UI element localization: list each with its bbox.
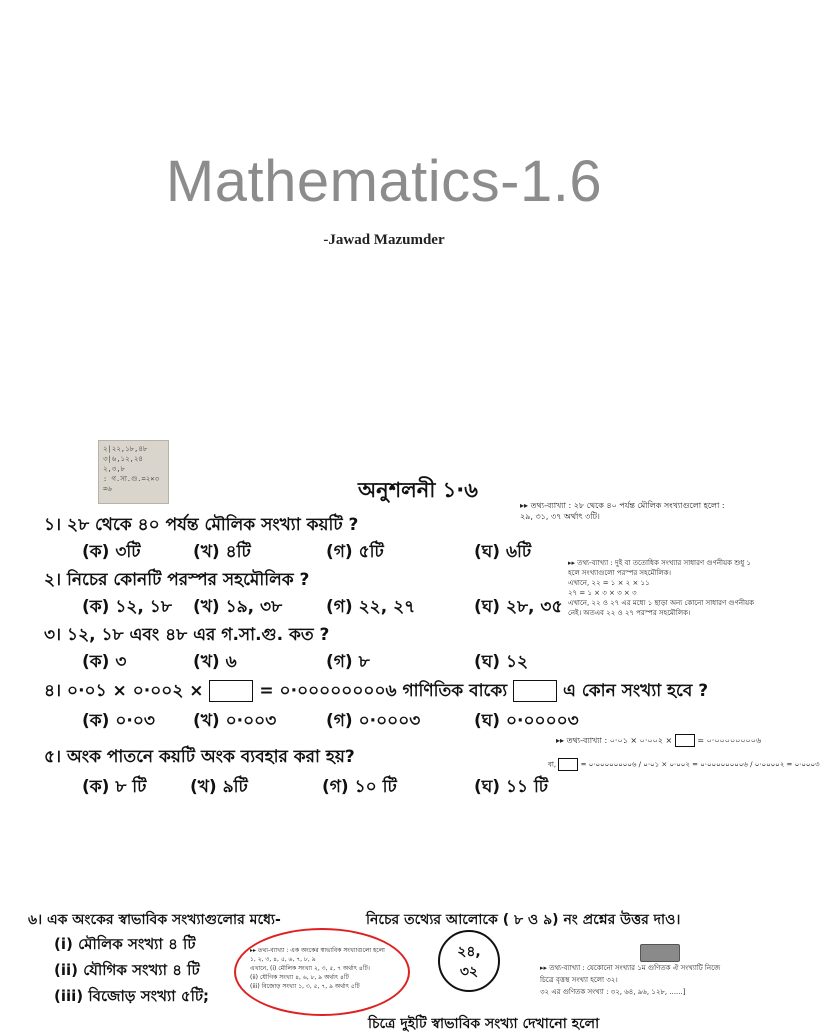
expl-line: (iii) বিজোড় সংখ্যা ১, ৩, ৫, ৭, ৯ অর্থাৎ ৫টি (250, 983, 360, 990)
expl-line: ▸▸ তথ্য-ব্যাখ্যা : এক অংকের স্বাভাবিক সংখ্যাগুলো হলো (250, 947, 385, 954)
q3-option-c: (গ) ৮ (326, 652, 370, 672)
q2-option-b: (খ) ১৯, ৩৮ (193, 597, 283, 617)
expl-line: ▸▸ তথ্য-ব্যাখ্যা : দুই বা ততোধিক সংখ্যার সাধারণ গুণনীয়ক শুধু ১ (568, 559, 751, 567)
q1-option-c: (গ) ৫টি (326, 542, 384, 562)
q5-option-c: (গ) ১০ টি (322, 777, 397, 797)
expl-calc: = ০·০০০০০০০০৬ / ০·০১ × ০·০০২ = ০·০০০০০০০০৬ / ০·০০০০২ = ০·০০০৩ (580, 760, 820, 769)
explanation-q6 (250, 946, 385, 991)
question-4 (44, 678, 708, 706)
expl-prefix: বা, (548, 760, 557, 769)
info-heading: নিচের তথ্যের আলোকে ( ৮ ও ৯) নং প্রশ্নের উত্তর দাও। (366, 912, 681, 928)
question-6: ৬। এক অংকের স্বাভাবিক সংখ্যাগুলোর মধ্যে- (28, 912, 281, 928)
circle-number-top: ২৪, (457, 944, 481, 960)
expl-line: এখানে, ২২ ও ২৭ এর মধ্যে ১ ছাড়া অন্য কোনো সাধারণ গুণনীয়ক (568, 599, 755, 607)
bottom-statement: চিত্রে দুইটি স্বাভাবিক সংখ্যা দেখানো হলো (368, 1016, 600, 1032)
gray-marker-box (640, 944, 680, 962)
q4-option-b: (খ) ০·০০৩ (193, 711, 277, 731)
expl-line: চিত্রে বৃত্তস্থ সংখ্যা হলো ৩২। (540, 976, 618, 984)
handwritten-note-image (98, 440, 169, 504)
q5-option-a: (ক) ৮ টি (82, 777, 147, 797)
circle-number-bottom: ৩২ (459, 964, 479, 980)
q5-option-d: (ঘ) ১১ টি (474, 777, 549, 797)
question-5: ৫। অংক পাতনে কয়টি অংক ব্যবহার করা হয়? (44, 747, 355, 767)
q1-option-a: (ক) ৩টি (82, 542, 141, 562)
answer-blank-box (675, 734, 695, 747)
exercise-title: অনুশলনী ১·৬ (358, 478, 478, 502)
expl-line: = ০·০০০০০০০০৬ (697, 736, 762, 745)
q4-text-end: এ কোন সংখ্যা হবে ? (563, 681, 709, 701)
q5-option-b: (খ) ৯টি (190, 777, 248, 797)
q6-item-3: (iii) বিজোড় সংখ্যা ৫টি; (54, 987, 210, 1005)
note-line: ২|২২,১৮,৪৮ (103, 445, 148, 453)
expl-line: ৩২ এর গুণিতক সংখ্যা : ৩২, ৬৪, ৯৬, ১২৮, ......] (540, 988, 686, 996)
note-line: ৩|৬,১২,২৪ (103, 455, 143, 463)
author-line: -Jawad Mazumder (323, 232, 445, 248)
question-1: ১। ২৮ থেকে ৪০ পর্যন্ত মৌলিক সংখ্যা কয়টি ? (44, 515, 359, 535)
number-circle (438, 930, 500, 992)
q3-option-a: (ক) ৩ (82, 652, 127, 672)
expl-line: এখানে, (i) মৌলিক সংখ্যা ২, ৩, ৫, ৭ অর্থাৎ ৪টি। (250, 965, 370, 972)
note-line: =৬ (103, 485, 112, 493)
answer-blank-box (513, 680, 557, 702)
q6-item-2: (ii) যৌগিক সংখ্যা ৪ টি (54, 961, 200, 979)
expl-line: ▸▸ তথ্য-ব্যাখ্যা : ২৮ থেকে ৪০ পর্যন্ত মৌলিক সংখ্যাগুলো হলো : (520, 501, 725, 510)
answer-blank-box (209, 680, 253, 702)
q3-option-d: (ঘ) ১২ (474, 652, 529, 672)
q2-option-a: (ক) ১২, ১৮ (82, 597, 172, 617)
expl-line: ১, ২, ৩, ৪, ৫, ৬, ৭, ৮, ৯ (250, 956, 316, 963)
expl-line: এখানে, ২২ = ১ × ২ × ১১ (568, 579, 650, 587)
explanation-q1 (520, 500, 725, 522)
expl-line: নেই। অতএব ২২ ও ২৭ পরস্পর সহমৌলিক। (568, 609, 691, 617)
question-3: ৩। ১২, ১৮ এবং ৪৮ এর গ.সা.গু. কত ? (44, 625, 330, 645)
question-2: ২। নিচের কোনটি পরস্পর সহমৌলিক ? (44, 570, 310, 590)
q2-option-d: (ঘ) ২৮, ৩৫ (474, 597, 563, 617)
explanation-q8 (540, 962, 720, 998)
answer-blank-box (558, 758, 578, 771)
expl-line: ▸▸ তথ্য-ব্যাখ্যা : ০·০১ × ০·০০২ × (556, 736, 673, 745)
note-line: : গ.সা.গু.=২×৩ (103, 475, 160, 483)
document-title: Mathematics-1.6 (165, 149, 603, 214)
expl-line: ২৭ = ১ × ৩ × ৩ × ৩ (568, 589, 637, 597)
q2-option-c: (গ) ২২, ২৭ (326, 597, 416, 617)
note-line: ২,৩,৮ (103, 465, 126, 473)
explanation-q2 (568, 558, 754, 618)
q1-option-b: (খ) ৪টি (193, 542, 251, 562)
q4-option-d: (ঘ) ০·০০০০৩ (474, 711, 579, 731)
expl-line: (ii) যৌগিক সংখ্যা ৪, ৬, ৮, ৯ অর্থাৎ ৪টি (250, 974, 349, 981)
expl-line: ২৯, ৩১, ৩৭ অর্থাৎ ৩টি। (520, 512, 600, 521)
q4-option-c: (গ) ০·০০০৩ (326, 711, 421, 731)
q1-option-d: (ঘ) ৬টি (474, 542, 532, 562)
explanation-q4 (556, 734, 761, 747)
q6-item-1: (i) মৌলিক সংখ্যা ৪ টি (54, 935, 196, 953)
q3-option-b: (খ) ৬ (193, 652, 237, 672)
explanation-q4-calc (548, 758, 820, 771)
q4-option-a: (ক) ০·০৩ (82, 711, 155, 731)
expl-line: ▸▸ তথ্য-ব্যাখ্যা : যেকোনো সংখ্যার ১ম গুণিতক ঐ সংখ্যাটি নিজে (540, 964, 721, 972)
expl-line: হলে সংখ্যাগুলো পরস্পর সহমৌলিক। (568, 569, 672, 577)
q4-text-middle: = ০·০০০০০০০০৬ গাণিতিক বাক্যে (259, 681, 508, 701)
q4-text-start: ৪। ০·০১ × ০·০০২ × (44, 681, 204, 701)
